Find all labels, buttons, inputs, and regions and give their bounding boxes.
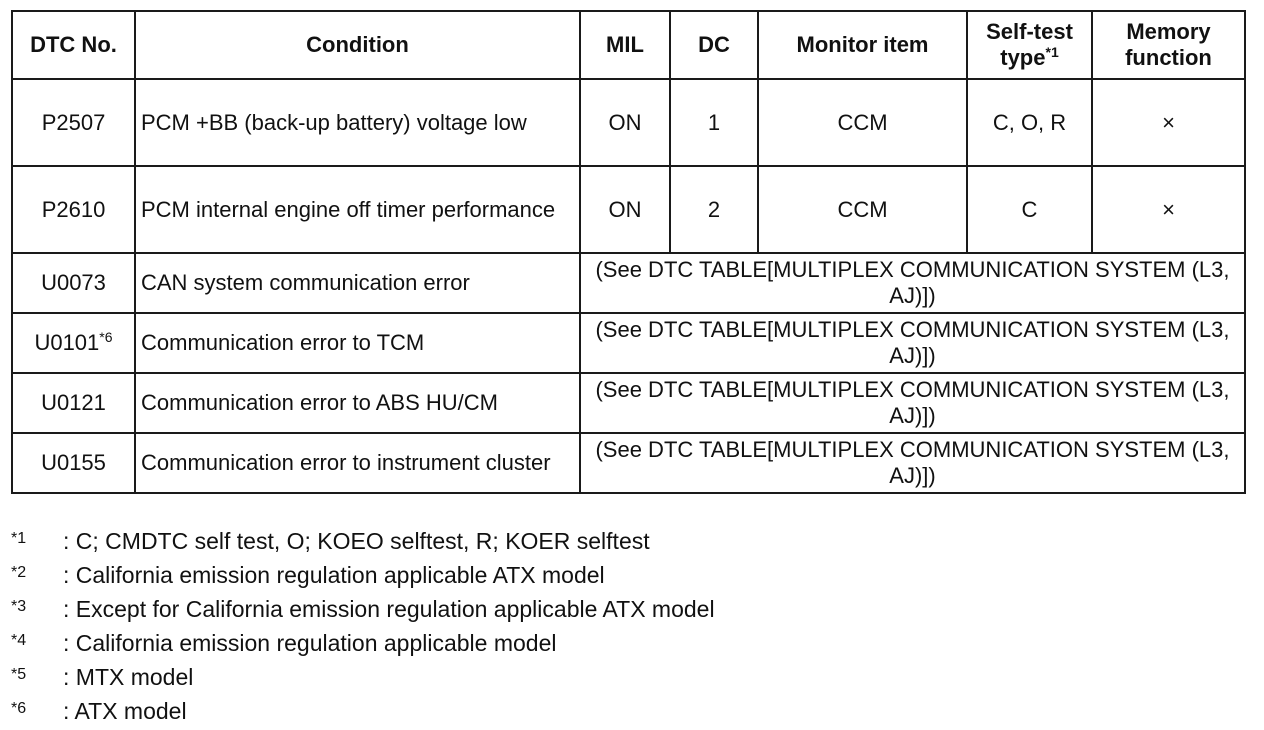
cell-monitor-item: CCM xyxy=(758,166,967,253)
table-row xyxy=(12,373,1245,433)
header-self-test-footnote-mark: *1 xyxy=(1045,44,1059,60)
cell-dtc: P2610 xyxy=(12,166,135,253)
table-row xyxy=(12,79,1245,166)
footnote-text: : MTX model xyxy=(63,664,194,690)
cell-dtc: P2507 xyxy=(12,79,135,166)
footnote-item xyxy=(11,560,715,594)
cell-dtc xyxy=(12,313,135,373)
cell-dtc-code: U0101 xyxy=(34,330,100,355)
footnote-mark: *4 xyxy=(11,632,27,649)
cell-condition: PCM internal engine off timer performance xyxy=(135,166,580,253)
cell-dtc: U0155 xyxy=(12,433,135,493)
footnote-mark: *3 xyxy=(11,598,27,615)
footnote-item xyxy=(11,594,715,628)
footnotes xyxy=(11,526,715,730)
header-condition: Condition xyxy=(135,11,580,79)
cell-self-test-type: C xyxy=(967,166,1092,253)
cell-mil: ON xyxy=(580,166,670,253)
footnote-text: : C; CMDTC self test, O; KOEO selftest, R; KOER selftest xyxy=(63,528,650,554)
table-row xyxy=(12,313,1245,373)
footnote-item xyxy=(11,526,715,560)
cell-monitor-item: CCM xyxy=(758,79,967,166)
footnote-mark: *1 xyxy=(11,530,27,547)
footnote-mark: *5 xyxy=(11,666,27,683)
cell-dc: 1 xyxy=(670,79,758,166)
footnote-mark: *2 xyxy=(11,564,27,581)
footnote-mark: *6 xyxy=(11,700,27,717)
cell-condition: PCM +BB (back-up battery) voltage low xyxy=(135,79,580,166)
footnote-item xyxy=(11,662,715,696)
header-memory-function: Memory function xyxy=(1092,11,1245,79)
cell-condition: Communication error to ABS HU/CM xyxy=(135,373,580,433)
cell-dtc: U0073 xyxy=(12,253,135,313)
cell-dtc-footnote-mark: *6 xyxy=(99,329,113,345)
dtc-table-container xyxy=(11,10,1246,494)
footnote-item xyxy=(11,696,715,730)
header-dc: DC xyxy=(670,11,758,79)
cell-memory-function: × xyxy=(1092,79,1245,166)
cell-see-reference: (See DTC TABLE[MULTIPLEX COMMUNICATION SYSTEM (L3, AJ)]) xyxy=(580,313,1245,373)
header-monitor-item: Monitor item xyxy=(758,11,967,79)
cell-condition: Communication error to TCM xyxy=(135,313,580,373)
cell-see-reference: (See DTC TABLE[MULTIPLEX COMMUNICATION SYSTEM (L3, AJ)]) xyxy=(580,373,1245,433)
table-row xyxy=(12,166,1245,253)
cell-mil: ON xyxy=(580,79,670,166)
footnote-item xyxy=(11,628,715,662)
footnote-text: : Except for California emission regulation applicable ATX model xyxy=(63,596,715,622)
table-header-row xyxy=(12,11,1245,79)
cell-see-reference: (See DTC TABLE[MULTIPLEX COMMUNICATION SYSTEM (L3, AJ)]) xyxy=(580,253,1245,313)
header-self-test-label: Self-test type xyxy=(986,19,1073,70)
footnote-text: : ATX model xyxy=(63,698,187,724)
dtc-table xyxy=(11,10,1246,494)
cell-condition: Communication error to instrument cluster xyxy=(135,433,580,493)
cell-condition: CAN system communication error xyxy=(135,253,580,313)
table-row xyxy=(12,433,1245,493)
table-row xyxy=(12,253,1245,313)
header-mil: MIL xyxy=(580,11,670,79)
cell-dtc: U0121 xyxy=(12,373,135,433)
footnote-text: : California emission regulation applicable ATX model xyxy=(63,562,605,588)
footnote-text: : California emission regulation applicable model xyxy=(63,630,557,656)
cell-self-test-type: C, O, R xyxy=(967,79,1092,166)
cell-see-reference: (See DTC TABLE[MULTIPLEX COMMUNICATION SYSTEM (L3, AJ)]) xyxy=(580,433,1245,493)
cell-dc: 2 xyxy=(670,166,758,253)
cell-memory-function: × xyxy=(1092,166,1245,253)
header-self-test-type xyxy=(967,11,1092,79)
header-dtc-no: DTC No. xyxy=(12,11,135,79)
